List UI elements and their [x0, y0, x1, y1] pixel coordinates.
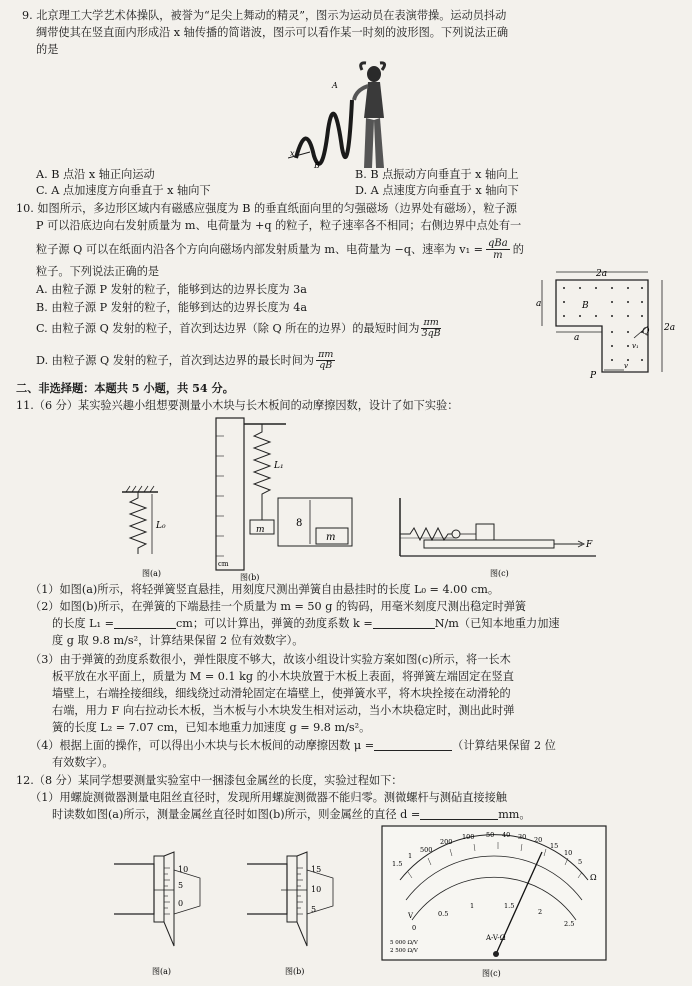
q11-ruler-ticks [216, 436, 224, 556]
q10-line4: 粒子。下列说法正确的是 [36, 265, 160, 278]
q10-fig-left-label: a [536, 299, 542, 309]
q11-p2-l1-label: 的长度 L₁ = [52, 617, 114, 630]
q12-meter-spec1: 5 000 Ω/V [390, 940, 418, 946]
q10-field-figure [530, 266, 680, 382]
q11-answer-l1[interactable] [114, 617, 176, 629]
q11-p4-line1 [30, 738, 556, 754]
q12-mic-a-tick-label-2: 5 [178, 881, 184, 890]
q11-p4-note: （计算结果保留 2 位 [452, 739, 556, 752]
q10-line3 [36, 238, 524, 261]
q12-p1-line1: （1）用螺旋测微器测量电阻丝直径时，发现所用螺旋测微器不能归零。测微螺杆与测砧直接接触 [30, 791, 507, 804]
q12-mic-a-tick-label-1: 10 [178, 865, 189, 874]
q12-meter-top-label-7: 40 [502, 831, 511, 839]
q10-frac-tail: 的 [512, 242, 524, 256]
q12-meter-bottom-label-4: 1.5 [504, 902, 515, 910]
q12-meter-top-label-2: 1 [408, 852, 413, 860]
q10-frac-v1 [486, 238, 510, 261]
q11-p2-line1: （2）如图(b)所示，在弹簧的下端悬挂一个质量为 m = 50 g 的钩码，用毫米刻度尺测出稳定时弹簧 [30, 600, 527, 613]
q9-option-d[interactable]: D. A 点速度方向垂直于 x 轴向下 [355, 184, 519, 197]
q11-stem: 11.（6 分）某实验兴趣小组想要测量小木块与长木板间的动摩擦因数，设计了如下实验： [16, 399, 459, 412]
q10-option-d[interactable] [36, 350, 335, 372]
q10-frac-d [316, 350, 335, 372]
q10-line3-text: 粒子源 Q 可以在纸面内沿各个方向向磁场内部发射质量为 m、电荷量为 −q、速率为 v₁ = [36, 242, 484, 256]
q11-fig-c-f: F [586, 540, 593, 550]
q9-stem-line2: 绸带使其在竖直面内形成沿 x 轴传播的简谐波，图示可以看作某一时刻的波形图。下列说法正确 [36, 26, 509, 39]
q12-meter-top-label-5: 100 [462, 833, 475, 841]
q12-mic-b-tick-label-2: 10 [311, 885, 322, 894]
q12-meter-bottom-label-2: 0.5 [438, 910, 449, 918]
q11-p4-line2: 有效数字）。 [52, 756, 114, 769]
q12-fig-b-caption: 图(b) [285, 967, 305, 976]
q9-option-c[interactable]: C. A 点加速度方向垂直于 x 轴向下 [36, 184, 211, 197]
q12-mic-b-tick-label-1: 15 [311, 865, 322, 874]
q11-p3-line4: 右端，用力 F 向右拉动长木板，当木板与小木块发生相对运动，当小木块稳定时，测出此时弹 [52, 704, 515, 717]
q12-meter-ohm: Ω [590, 873, 597, 882]
q10-option-c-text: C. 由粒子源 Q 发射的粒子，首次到达边界（除 Q 所在的边界）的最短时间为 [36, 321, 420, 335]
q12-meter-bottom-label-1: 0 [412, 924, 417, 932]
q9-fig-a-label: A [332, 81, 338, 90]
q12-mic-b-tick-label-3: 5 [311, 905, 317, 914]
q9-option-b[interactable]: B. B 点振动方向垂直于 x 轴向上 [355, 168, 519, 181]
q10-line1: 10. 如图所示，多边形区域内有磁感应强度为 B 的垂直纸面向里的匀强磁场（边界处有磁场），粒子源 [16, 202, 517, 215]
q11-fig-b-caption: 图(b) [240, 573, 260, 582]
q10-frac-v1-num: qBa [488, 238, 508, 249]
q12-meter-spec2: 2 500 Ω/V [390, 948, 418, 954]
q12-stem: 12.（8 分）某同学想要测量实验室中一捆漆包金属丝的长度，实验过程如下： [16, 774, 403, 787]
q11-fig-a-caption: 图(a) [142, 569, 162, 578]
q10-option-a[interactable]: A. 由粒子源 P 发射的粒子，能够到达的边界长度为 3a [36, 283, 307, 296]
q11-fig-c-caption: 图(c) [490, 569, 509, 578]
q12-meter-top-label-9: 20 [534, 836, 543, 844]
q11-p3-line3: 墙壁上，右端拴接细线，细线绕过动滑轮固定在墙壁上，使弹簧水平，将木块拴接在动滑轮的 [52, 687, 511, 700]
q11-fig-a [118, 484, 188, 580]
q10-fig-v1-label: v₁ [632, 342, 639, 350]
q11-fig-b [210, 416, 370, 582]
q10-field-dots [563, 287, 643, 361]
q11-fig-b-cm: cm [218, 560, 229, 568]
q11-fig-a-l0: L₀ [156, 521, 166, 531]
q12-meter-bottom-label-3: 1 [470, 902, 475, 910]
q11-answer-k[interactable] [373, 617, 435, 629]
q10-fig-p-label: P [590, 371, 597, 381]
q12-micrometer-a [112, 850, 212, 980]
q10-line2: P 可以沿底边向右发射质量为 m、电荷量为 +q 的粒子，粒子速率各不相同；右侧边界中点处有一 [36, 219, 522, 232]
q10-fig-q-label: Q [642, 327, 650, 337]
q9-stem-line3: 的是 [36, 43, 59, 56]
q9-stem-line1: 9. 北京理工大学艺术体操队，被誉为“足尖上舞动的精灵”，图示为运动员在表演带操。运动员抖动 [22, 9, 507, 22]
q10-frac-c-num: πm [423, 317, 439, 328]
q11-p3-line1: （3）由于弹簧的劲度系数很小，弹性限度不够大，故该小组设计实验方案如图(c)所示，将一长木 [30, 653, 511, 666]
q10-frac-c-den: 3qB [421, 328, 441, 340]
q11-fig-b-8: 8 [296, 518, 303, 529]
q12-micrometer-b [245, 850, 345, 980]
q12-meter-top-label-3: 500 [420, 846, 433, 854]
q10-option-b[interactable]: B. 由粒子源 P 发射的粒子，能够到达的边界长度为 4a [36, 301, 308, 314]
q10-fig-v-label: v [624, 362, 628, 370]
q11-p3-line5: 簧的长度 L₂ = 7.07 cm，已知本地重力加速度 g = 9.8 m/s²。 [52, 721, 371, 734]
q11-p1: （1）如图(a)所示，将轻弹簧竖直悬挂，用刻度尺测出弹簧自由悬挂时的长度 L₀ = 4.00 cm。 [30, 583, 500, 596]
q9-option-a[interactable]: A. B 点沿 x 轴正向运动 [36, 168, 155, 181]
q11-p2-line3: 度 g 取 9.8 m/s²，计算结果保留 2 位有效数字）。 [52, 634, 304, 647]
q12-meter-top-label-12: 5 [578, 858, 583, 866]
q12-p1-line2 [52, 807, 531, 823]
q12-meter-top-label-8: 30 [518, 833, 527, 841]
q12-mic-a-ticks [164, 868, 170, 914]
q9-fig-x-label: x [290, 149, 295, 158]
q12-meter-v: V [408, 912, 414, 920]
q10-frac-d-num: πm [318, 349, 334, 360]
q12-multimeter-c [378, 822, 610, 982]
q12-fig-c-caption: 图(c) [482, 969, 501, 978]
q12-answer-d[interactable] [420, 808, 498, 820]
q11-fig-b-l1: L₁ [274, 461, 284, 471]
q12-meter-av: A-V-Ω [486, 934, 506, 942]
q11-p2-unit: N/m（已知本地重力加速 [434, 617, 560, 630]
q10-frac-v1-den: m [493, 250, 503, 261]
q11-fig-b-m2: m [326, 532, 336, 543]
q11-p4-mu-label: （4）根据上面的操作，可以得出小木块与长木板间的动摩擦因数 μ = [30, 739, 375, 752]
q11-fig-c [396, 494, 604, 580]
q10-fig-top-label: 2a [596, 269, 608, 279]
q12-meter-bottom-label-5: 2 [538, 908, 543, 916]
q12-meter-top-label-1: 1.5 [392, 860, 403, 868]
q12-meter-top-label-11: 10 [564, 849, 573, 857]
q10-fig-b-label: B [582, 301, 589, 311]
q12-p1-d-label: 时读数如图(a)所示，测量金属丝直径时如图(b)所示，则金属丝的直径 d = [52, 808, 421, 821]
q9-dancer-figure [288, 60, 416, 172]
q12-meter-top-label-10: 15 [550, 842, 559, 850]
q12-meter-top-label-4: 200 [440, 838, 453, 846]
q12-mic-a-tick-label-3: 0 [178, 899, 184, 908]
q11-answer-mu[interactable] [374, 739, 452, 751]
q10-frac-d-den: qB [319, 360, 333, 372]
q10-fig-right-label: 2a [664, 323, 676, 333]
q12-meter-top-label-6: 50 [486, 831, 495, 839]
q10-fig-mid-label: a [574, 333, 580, 343]
q11-p2-line2 [52, 616, 560, 632]
q9-fig-b-label: B [314, 161, 320, 170]
q11-fig-b-m: m [256, 525, 265, 535]
q10-frac-c [421, 318, 440, 340]
q11-p2-k-label: cm；可以计算出，弹簧的劲度系数 k = [175, 617, 373, 630]
section2-heading: 二、非选择题：本题共 5 小题，共 54 分。 [16, 381, 234, 395]
q12-meter-bottom-label-6: 2.5 [564, 920, 575, 928]
q10-option-c[interactable] [36, 318, 441, 340]
q11-p3-line2: 板平放在水平面上，质量为 M = 0.1 kg 的小木块放置于木板上表面，将弹簧左端固定在竖直 [52, 670, 514, 683]
q10-option-d-text: D. 由粒子源 Q 发射的粒子，首次到达边界的最长时间为 [36, 353, 315, 367]
q12-mic-b-ticks [297, 868, 303, 914]
q12-fig-a-caption: 图(a) [152, 967, 172, 976]
q12-p1-unit: mm。 [498, 808, 531, 821]
